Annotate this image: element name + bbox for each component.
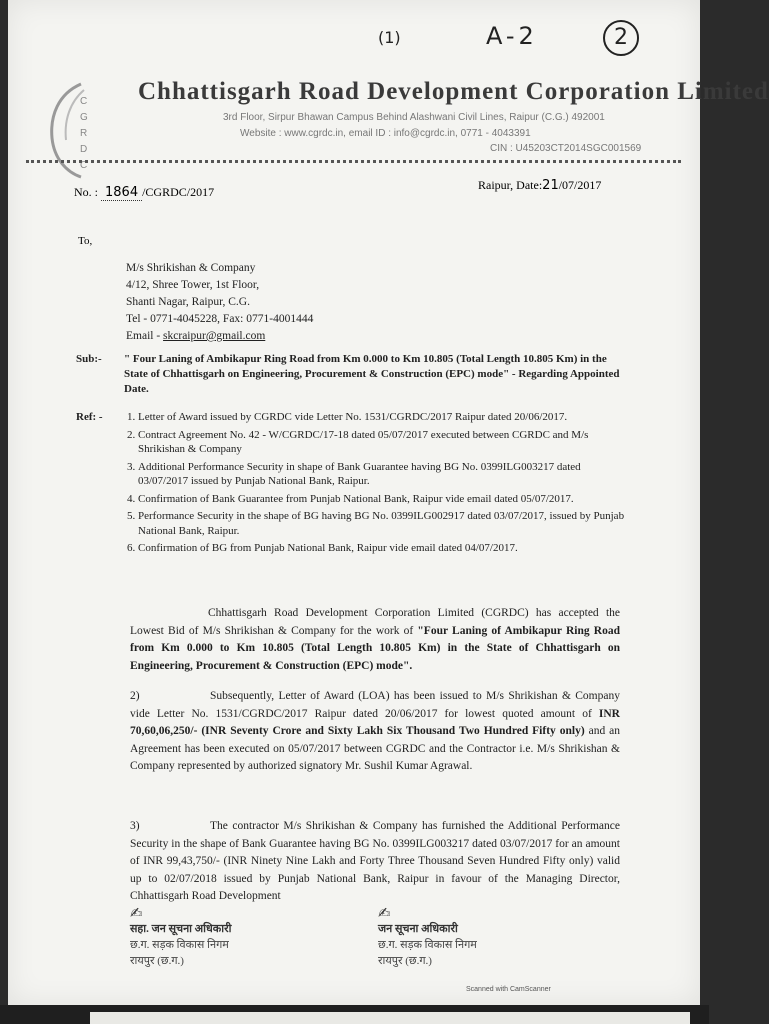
signature-left-line3: रायपुर (छ.ग.) (130, 955, 184, 967)
letter-number-label: No. : (74, 185, 98, 199)
letter-date-handwritten: 21 (542, 178, 559, 193)
letterhead-website-email: Website : www.cgrdc.in, email ID : info@cgrdc.in, 0771 - 4043391 (240, 128, 531, 139)
handwritten-mark-2-circled: 2 (603, 20, 639, 56)
paragraph-3 (130, 818, 620, 906)
paragraph-2 (130, 688, 620, 776)
svg-text:G: G (80, 112, 88, 123)
paragraph-2-text-a: Subsequently, Letter of Award (LOA) has been issued to M/s Shrikishan & Company vide Letter No. 1531/CGRDC/2017 Raipur dated 20/06/2017 for lowest quoted amount of (130, 690, 620, 720)
paragraph-3-number: 3) (130, 820, 140, 832)
addressee-name: M/s Shrikishan & Company (126, 262, 256, 274)
paragraph-1 (130, 605, 620, 675)
signature-right-line2: छ.ग. सड़क विकास निगम (378, 939, 477, 951)
references-block (76, 410, 626, 559)
svg-text:D: D (80, 144, 88, 155)
signature-right-line1: जन सूचना अधिकारी (378, 923, 458, 935)
subject-block (76, 352, 621, 397)
addressee-phone: Tel - 0771-4045228, Fax: 0771-4001444 (126, 313, 314, 325)
signature-left-line1: सहा. जन सूचना अधिकारी (130, 923, 232, 935)
reference-item: 4. Confirmation of Bank Guarantee from Punjab National Bank, Raipur vide email dated 05/07/2017. (138, 492, 626, 507)
letter-date-suffix: /07/2017 (558, 178, 602, 192)
paragraph-1-bold-work-name: "Four Laning of Ambikapur Ring Road from Km 0.000 to Km 10.805 (Total Length 10.805 Km) in the State of Chhattisgarh on Engineering, Procurement & Construction (EPC) mode". (130, 624, 620, 672)
reference-item: 3. Additional Performance Security in shape of Bank Guarantee having BG No. 0399ILG003217 dated 03/07/2017 issued by Punjab National Bank, Raipur. (138, 460, 626, 489)
scanner-watermark: Scanned with CamScanner (466, 986, 551, 993)
signature-left-scribble-icon: ✍ (130, 904, 143, 922)
letter-number (74, 185, 214, 200)
letterhead-divider (26, 160, 681, 163)
reference-item: 5. Performance Security in the shape of BG having BG No. 0399ILG002917 dated 03/07/2017, issued by Punjab National Bank, Raipur. (138, 509, 626, 538)
handwritten-mark-1: (1) (378, 28, 401, 47)
paragraph-2-bold-amount: INR 70,60,06,250/- (INR Seventy Crore and Sixty Lakh Six Thousand Two Hundred Fifty only) (130, 707, 620, 737)
addressee-block (126, 260, 313, 345)
addressee-email-row (126, 328, 313, 345)
signature-left (130, 905, 231, 969)
to-label: To, (78, 235, 93, 247)
addressee-email: skcraipur@gmail.com (163, 330, 266, 342)
letter-number-suffix: /CGRDC/2017 (142, 185, 215, 199)
signature-right-line3: रायपुर (छ.ग.) (378, 955, 432, 967)
reference-item: 1. Letter of Award issued by CGRDC vide Letter No. 1531/CGRDC/2017 Raipur dated 20/06/2017. (138, 410, 626, 425)
addressee-email-label: Email - (126, 330, 164, 342)
paragraph-1-text: Chhattisgarh Road Development Corporation Limited (CGRDC) has accepted the Lowest Bid of M/s Shrikishan & Company for the work of (130, 607, 620, 637)
svg-text:C: C (80, 96, 88, 107)
paragraph-2-number: 2) (130, 690, 140, 702)
letterhead-org-name: Chhattisgarh Road Development Corporation Limited (138, 78, 769, 105)
addressee-line2: Shanti Nagar, Raipur, C.G. (126, 296, 250, 308)
document-page (8, 0, 769, 1005)
handwritten-mark-a2: A-2 (486, 22, 538, 50)
paragraph-2-text-c: and an Agreement has been executed on 05/07/2017 between CGRDC and the Contractor i.e. M/s Shrikishan & Company represented by authorized signatory Mr. Sushil Kumar Agrawal. (130, 725, 620, 772)
references-label: Ref: - (76, 411, 103, 423)
references-list (76, 410, 626, 556)
signature-right (378, 905, 477, 969)
reference-item: 6. Confirmation of BG from Punjab National Bank, Raipur vide email dated 04/07/2017. (138, 541, 626, 556)
reference-item: 2. Contract Agreement No. 42 - W/CGRDC/17-18 dated 05/07/2017 executed between CGRDC and M/s Shrikishan & Company (138, 428, 626, 457)
signature-right-scribble-icon: ✍ (378, 904, 391, 922)
signature-left-line2: छ.ग. सड़क विकास निगम (130, 939, 229, 951)
letter-number-handwritten: 1864 (101, 185, 142, 201)
letterhead-cin: CIN : U45203CT2014SGC001569 (490, 143, 642, 154)
subject-text: " Four Laning of Ambikapur Ring Road from Km 0.000 to Km 10.805 (Total Length 10.805 Km) in the State of Chhattisgarh on Engineering, Procurement & Construction (EPC) mode" - Regarding Appointed Date. (124, 353, 620, 395)
subject-label: Sub:- (76, 353, 102, 365)
paragraph-3-text: The contractor M/s Shrikishan & Company has furnished the Additional Performance Security in the shape of Bank Guarantee having BG No. 0399ILG003217 dated 03/07/2017 for an amount of INR 99,43,750/- (INR Ninety Nine Lakh and Forty Three Thousand Seven Hundred Fifty only) valid up to 02/07/2018 issued by Punjab National Bank, Raipur in favour of the Managing Director, Chhattisgarh Road Development (130, 820, 620, 902)
letter-date (478, 178, 601, 193)
letter-date-label: Raipur, Date: (478, 178, 543, 192)
cgrdc-logo-icon (46, 80, 116, 180)
svg-text:R: R (80, 128, 88, 139)
next-page-edge (90, 1012, 690, 1024)
letterhead-address: 3rd Floor, Sirpur Bhawan Campus Behind Alashwani Civil Lines, Raipur (C.G.) 492001 (223, 112, 605, 123)
addressee-line1: 4/12, Shree Tower, 1st Floor, (126, 279, 260, 291)
svg-text:C: C (80, 160, 88, 171)
